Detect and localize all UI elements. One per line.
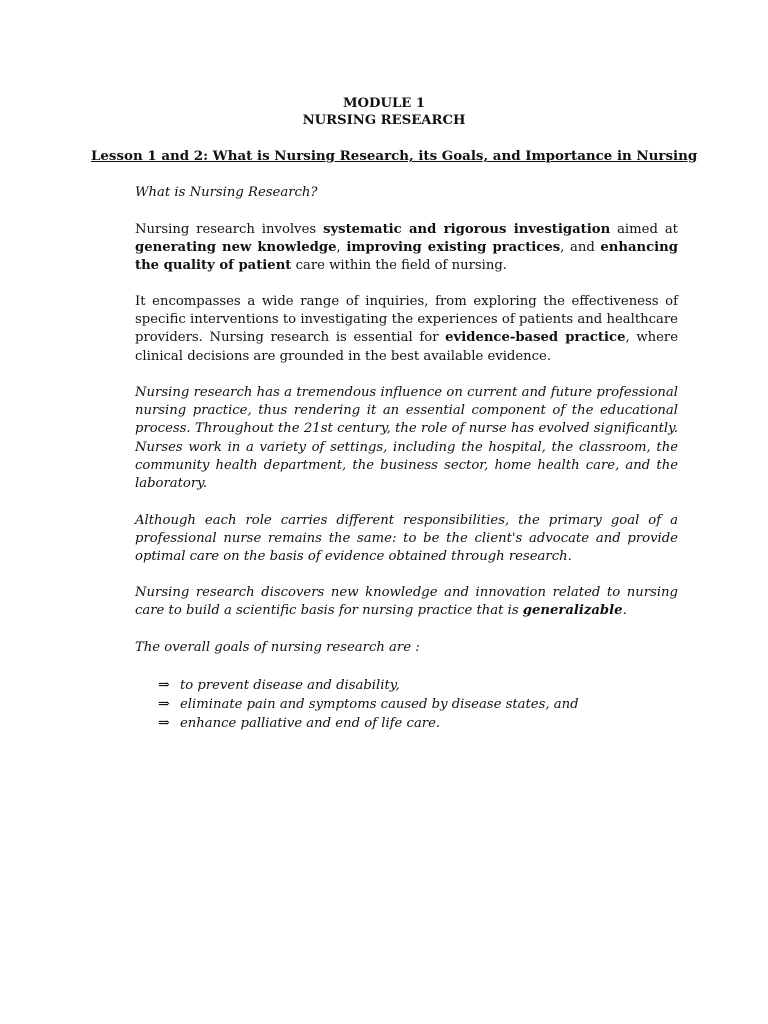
goals-list — [158, 676, 678, 734]
p2-text-2: , where clinical decisions are grounded in the best available evidence. — [135, 330, 679, 364]
question-heading: What is Nursing Research? — [135, 185, 318, 200]
double-arrow-icon: ⇒ — [158, 677, 170, 693]
p1-bold-4: enhancing the quality of patient — [135, 240, 678, 274]
paragraph-influence: Nursing research has a tremendous influence on current and future professional nursing practice, thus rendering it an essential component of the educational process. Throughout the 21st century, the role of nurse has evolved significantly. Nurses work in a variety of settings, including the hospital, the classroom, the community health department, the business sector, home health care, and the laboratory. — [135, 385, 678, 492]
p1-text-4: , and — [560, 240, 601, 256]
module-title: MODULE 1 — [342, 96, 426, 111]
list-item — [158, 695, 678, 714]
p1-text-5: care within the field of nursing. — [291, 258, 507, 274]
list-item — [158, 676, 678, 695]
list-item — [158, 714, 678, 733]
goal-text: to prevent disease and disability, — [180, 678, 400, 693]
p1-bold-2: generating new knowledge — [135, 240, 337, 256]
p5-text-1: Nursing research discovers new knowledge and innovation related to nursing care to build a scientific basis for nursing practice that is — [135, 585, 678, 619]
p2-text-1: It encompasses a wide range of inquiries, from exploring the effectiveness of specific interventions to investigating the experiences of patients and healthcare providers. Nursing research is essential for — [135, 294, 678, 346]
p1-bold-3: improving existing practices — [346, 240, 561, 256]
paragraph-responsibilities: Although each role carries different responsibilities, the primary goal of a professional nurse remains the same: to be the client's advocate and provide optimal care on the basis of evidence obtained through research. — [135, 513, 678, 565]
p1-bold-1: systematic and rigorous investigation — [323, 222, 611, 237]
goals-intro: The overall goals of nursing research are : — [135, 640, 420, 655]
module-subtitle: NURSING RESEARCH — [302, 113, 466, 128]
p1-text-1: Nursing research involves — [135, 222, 324, 237]
lesson-heading: Lesson 1 and 2: What is Nursing Research, its Goals, and Importance in Nursing — [91, 148, 698, 164]
p1-text-3: , — [336, 240, 347, 256]
p2-bold-1: evidence-based practice — [445, 330, 626, 346]
goal-text: eliminate pain and symptoms caused by disease states, and — [180, 697, 579, 713]
paragraph-definition — [135, 221, 678, 276]
p5-bold-1: generalizable — [522, 603, 623, 619]
paragraph-knowledge — [135, 584, 678, 620]
paragraph-scope — [135, 293, 678, 366]
p5-text-2: . — [622, 603, 627, 619]
double-arrow-icon: ⇒ — [158, 715, 170, 732]
double-arrow-icon: ⇒ — [158, 696, 170, 713]
p1-text-2: aimed at — [610, 222, 678, 237]
goal-text: enhance palliative and end of life care. — [180, 716, 441, 732]
